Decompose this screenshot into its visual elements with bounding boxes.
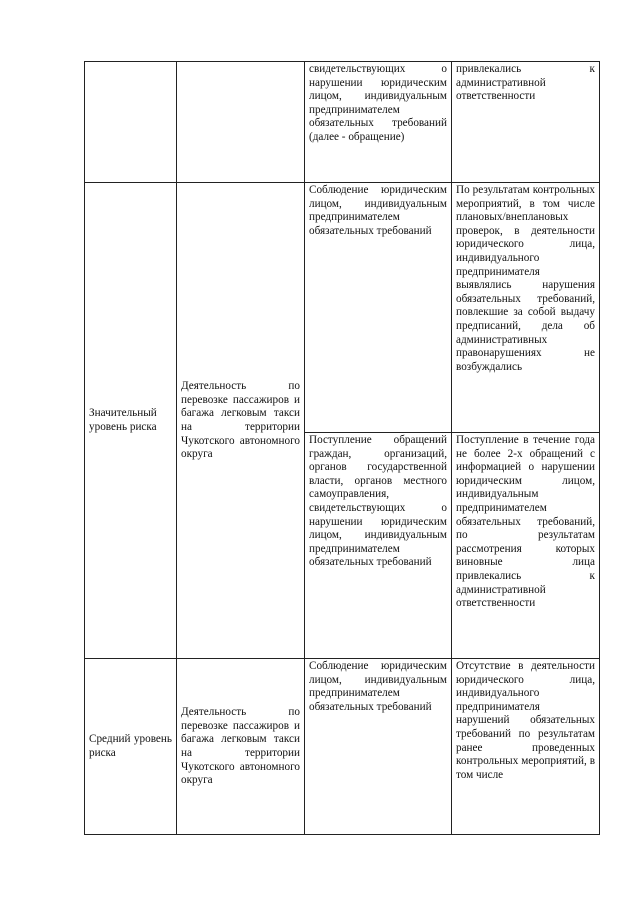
risk-criteria-table: [84, 61, 600, 835]
result-text: привлекались к административной ответственности: [456, 63, 595, 103]
risk-level-cell: [85, 659, 177, 835]
condition-cell: [305, 62, 452, 183]
activity-cell: [177, 659, 305, 835]
condition-text: Соблюдение юридическим лицом, индивидуальным предпринимателем обязательных требований: [309, 184, 447, 237]
condition-cell: [305, 659, 452, 835]
risk-level-text: Значительный уровень риска: [89, 407, 157, 433]
activity-text: Деятельность по перевозке пассажиров и багажа легковым такси на территории Чукотского автономного округа: [181, 380, 300, 461]
risk-level-cell: [85, 183, 177, 659]
result-cell: [452, 62, 600, 183]
table-row: [85, 62, 600, 183]
activity-text: Деятельность по перевозке пассажиров и багажа легковым такси на территории Чукотского автономного округа: [181, 706, 300, 787]
condition-cell: [305, 183, 452, 433]
activity-cell: [177, 183, 305, 659]
condition-text: Поступление обращений граждан, организаций, органов государственной власти, органов местного самоуправления, свидетельствующих о нарушении юридическим лицом, индивидуальным предпринимателем обязательных требований: [309, 434, 447, 569]
result-text: По результатам контрольных мероприятий, в том числе плановых/внеплановых проверок, в деятельности юридического лица, индивидуального предпринимателя выявлялись нарушения обязательных требований, повлекшие за собой выдачу предписаний, дела об административных правонарушениях не возбуждались: [456, 184, 595, 373]
result-text: Отсутствие в деятельности юридического лица, индивидуального предпринимателя нарушений обязательных требований по результатам ранее проведенных контрольных мероприятий, в том числе: [456, 660, 595, 781]
table-row: [85, 659, 600, 835]
result-cell: [452, 183, 600, 433]
activity-cell: [177, 62, 305, 183]
risk-level-text: Средний уровень риска: [89, 733, 172, 759]
result-cell: [452, 433, 600, 659]
result-text: Поступление в течение года не более 2-х обращений с информацией о нарушении юридическим лицом, индивидуальным предпринимателем обязательных требований, по результатам рассмотрения которых виновные лица привлекались к административной ответственности: [456, 434, 595, 610]
condition-text: свидетельствующих о нарушении юридическим лицом, индивидуальным предпринимателем обязательных требований (далее - обращение): [309, 63, 447, 143]
condition-cell: [305, 433, 452, 659]
table-row: [85, 183, 600, 433]
risk-level-cell: [85, 62, 177, 183]
result-cell: [452, 659, 600, 835]
condition-text: Соблюдение юридическим лицом, индивидуальным предпринимателем обязательных требований: [309, 660, 447, 713]
